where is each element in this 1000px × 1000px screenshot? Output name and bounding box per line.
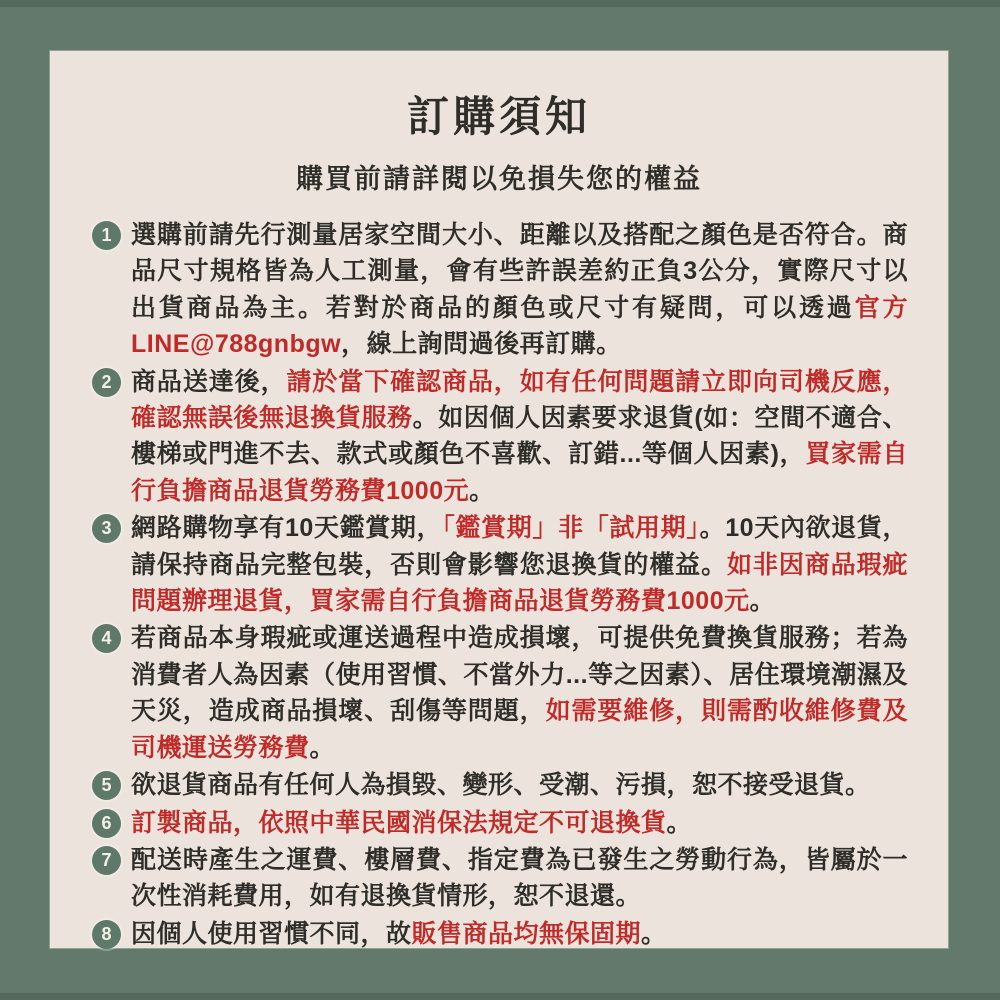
notice-list (50, 196, 948, 952)
notice-text-segment: 如非因商品瑕疵問題辦理退貨，買家需自行負擔商品退貨勞務費1000元 (131, 550, 908, 616)
notice-number-badge: 6 (92, 809, 121, 838)
notice-text (131, 620, 908, 766)
notice-text (131, 510, 908, 619)
notice-number-badge: 4 (92, 624, 121, 653)
notice-text-segment: 訂製商品，依照中華民國消保法規定不可退換貨 (131, 808, 667, 837)
notice-text-segment: 。如因個人因素要求退貨(如：空間不適合、樓梯或門進不去、款式或顏色不喜歡、訂錯...等個人因素)， (131, 404, 908, 469)
notice-item (92, 364, 908, 510)
frame-top-edge (0, 0, 1000, 7)
page-title: 訂購須知 (406, 93, 591, 140)
notice-number-badge: 3 (92, 514, 121, 543)
notice-text-segment: 「鑑賞期」非「試用期」 (442, 514, 700, 543)
frame-bottom-edge (0, 993, 1000, 1000)
notice-text (131, 805, 908, 841)
notice-text (131, 842, 908, 915)
notice-item (92, 620, 908, 766)
notice-text-segment: 。 (469, 476, 495, 505)
notice-text-segment: 官方LINE@788gnbgw (131, 293, 908, 359)
notice-number-badge: 2 (92, 368, 121, 397)
notice-text-segment: 若商品本身瑕疵或運送過程中造成損壞，可提供免費換貨服務；若為消費者人為因素（使用習慣、不當外力...等之因素）、居住環境潮濕及天災，造成商品損壞、刮傷等問題， (131, 624, 908, 726)
notice-item (92, 842, 908, 915)
notice-text-segment: 網路購物享有10天鑑賞期， (131, 514, 443, 543)
notice-text-segment: 欲退貨商品有任何人為損毀、變形、受潮、污損，恕不接受退貨。 (131, 771, 871, 800)
page-subtitle: 購買前請詳閱以免損失您的權益 (296, 164, 702, 194)
notice-text-segment: 請於當下確認商品，如有任何問題請立即向司機反應，確認無誤後無退換貨服務 (131, 367, 908, 433)
notice-panel (50, 51, 948, 948)
notice-text (131, 364, 908, 510)
notice-number-badge: 1 (92, 221, 121, 250)
notice-text-segment: 選購前請先行測量居家空間大小、距離以及搭配之顏色是否符合。商品尺寸規格皆為人工測量，會有些許誤差約正負3公分，實際尺寸以出貨商品為主。若對於商品的顏色或尺寸有疑問，可以透過 (131, 221, 908, 322)
notice-text-segment: 販售商品均無保固期 (411, 919, 642, 948)
notice-item (92, 217, 908, 363)
notice-text-segment: ，線上詢問過後再訂購。 (341, 330, 622, 359)
notice-number-badge: 8 (92, 920, 121, 949)
notice-text-segment: 。 (666, 808, 693, 837)
notice-text-segment: 。 (309, 733, 336, 762)
notice-text-segment: 。 (641, 919, 667, 948)
notice-item (92, 510, 908, 619)
notice-text (131, 916, 908, 952)
notice-text (131, 767, 908, 803)
notice-item (92, 805, 908, 841)
notice-number-badge: 7 (92, 846, 121, 875)
notice-text-segment: 。10天內欲退貨，請保持商品完整包裝，否則會影響您退換貨的權益。 (131, 514, 909, 579)
notice-item (92, 767, 908, 803)
notice-item (92, 916, 908, 952)
notice-text-segment: 買家需自行負擔商品退貨勞務費1000元 (131, 440, 908, 505)
notice-text-segment: 因個人使用習慣不同，故 (131, 919, 412, 948)
notice-number-badge: 5 (92, 771, 121, 800)
notice-text-segment: 配送時產生之運費、樓層費、指定費為已發生之勞動行為，皆屬於一次性消耗費用，如有退換貨情形，恕不退還。 (131, 845, 908, 911)
notice-text-segment: 如需要維修，則需酌收維修費及司機運送勞務費 (131, 697, 908, 762)
notice-text-segment: 商品送達後， (131, 367, 287, 396)
notice-text (131, 217, 908, 363)
notice-text-segment: 。 (749, 587, 776, 616)
